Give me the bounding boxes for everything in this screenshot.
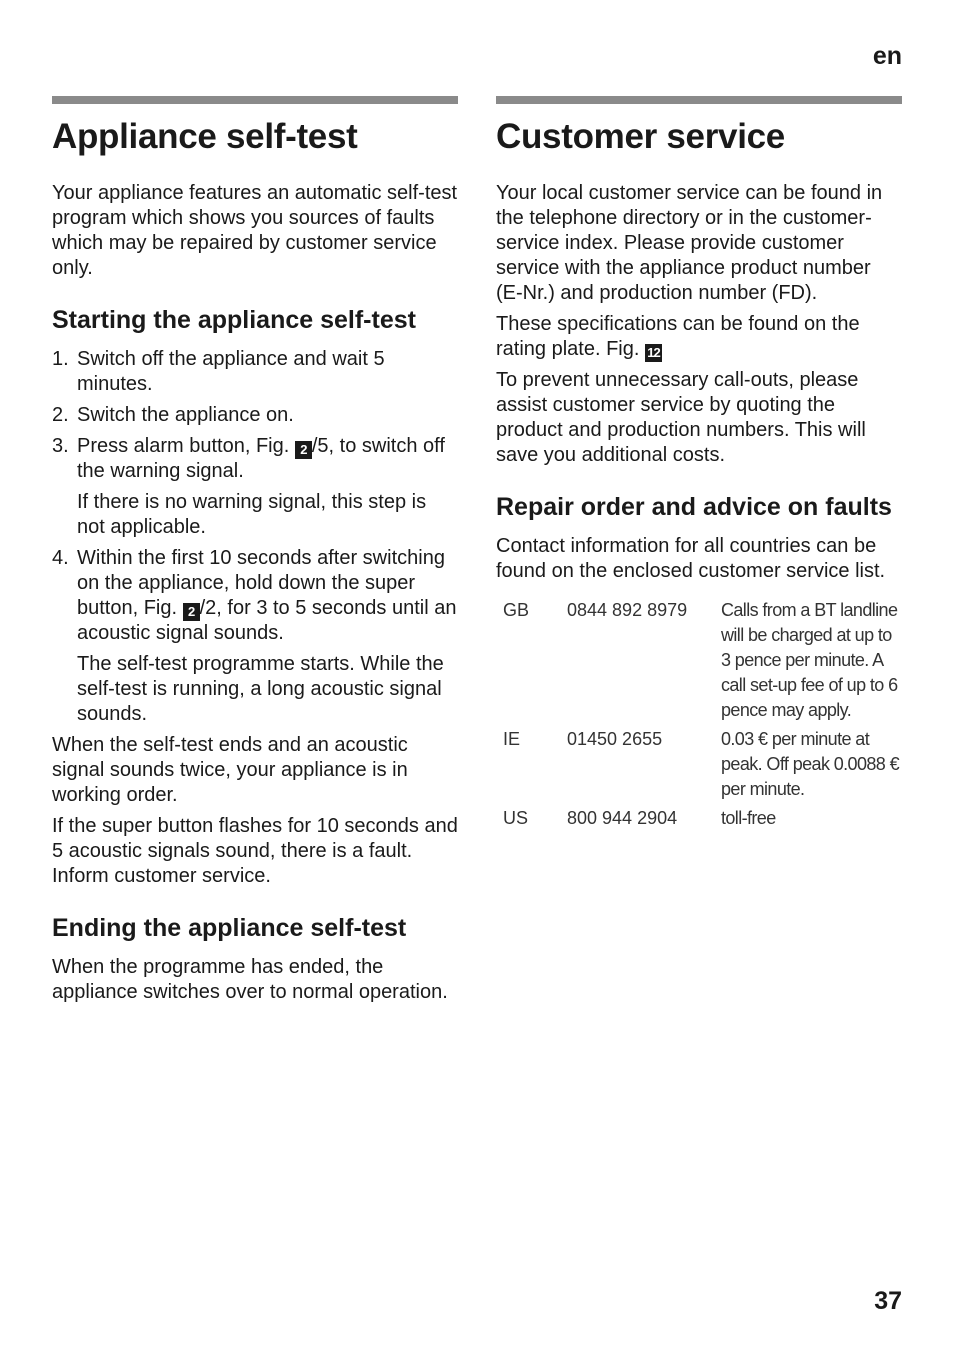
step-text: Switch the appliance on. (77, 403, 294, 426)
starting-heading: Starting the appliance self-test (52, 305, 416, 334)
step-2 (52, 403, 458, 428)
step-text-a: Press alarm button, Fig. (77, 434, 295, 457)
phone-number: 800 944 2904 (567, 807, 678, 828)
appliance-self-test-section (52, 96, 458, 1011)
step-1 (52, 347, 458, 397)
step-text-b: /5, to switch off the warning signal. (77, 434, 445, 482)
ending-paragraph: When the programme has ended, the appliance switches over to normal operation. (52, 955, 448, 1003)
phone-number: 01450 2655 (567, 728, 663, 749)
step-note: If there is no warning signal, this step is not applicable. (77, 490, 427, 538)
section-rule (496, 96, 902, 104)
steps-list (52, 347, 458, 727)
phone-number: 0844 892 8979 (567, 599, 688, 620)
step-text: Switch off the appliance and wait 5 minutes. (77, 347, 385, 395)
language-code: en (872, 42, 902, 70)
section-title: Customer service (496, 117, 785, 156)
step-number: 3. (52, 434, 69, 457)
step-text-a: Within the first 10 seconds after switching on the appliance, hold down the super button, Fig. (77, 546, 445, 619)
country-code: IE (503, 728, 521, 749)
step-number: 1. (52, 347, 69, 370)
service-contacts-table (496, 598, 902, 835)
step-3 (52, 434, 458, 540)
page-number: 37 (874, 1287, 902, 1315)
repair-paragraph: Contact information for all countries can be found on the enclosed customer service list. (496, 534, 886, 582)
figure-ref-icon: 2 (295, 441, 312, 459)
after-paragraph-1: When the self-test ends and an acoustic signal sounds twice, your appliance is in working order. (52, 733, 408, 806)
repair-heading: Repair order and advice on faults (496, 492, 892, 521)
country-code: US (503, 807, 529, 828)
service-paragraph-1: Your local customer service can be found in the telephone directory or in the customer-service index. Please provide customer service with the appliance product number (E-Nr.) and production number (FD). (496, 181, 883, 304)
after-paragraph-2: If the super button flashes for 10 seconds and 5 acoustic signals sound, there is a fault. Inform customer service. (52, 814, 458, 887)
customer-service-section (496, 96, 902, 835)
country-code: GB (503, 599, 530, 620)
figure-ref-icon: 2 (183, 603, 200, 621)
step-text-b: /2, for 3 to 5 seconds until an acoustic signal sounds. (77, 596, 457, 644)
figure-ref-icon: 12 (645, 344, 662, 362)
section-title: Appliance self-test (52, 117, 358, 156)
ending-heading: Ending the appliance self-test (52, 913, 407, 942)
section-rule (52, 96, 458, 104)
step-4 (52, 546, 458, 727)
service-paragraph-2-text: These specifications can be found on the rating plate. Fig. (496, 312, 860, 360)
call-info: toll-free (721, 807, 776, 828)
intro-paragraph: Your appliance features an automatic self-test program which shows you sources of faults which may be repaired by customer service only. (52, 181, 458, 279)
table-row (496, 806, 902, 835)
call-info: Calls from a BT landline will be charged at up to 3 pence per minute. A call set-up fee of up to 6 pence may apply. (721, 599, 898, 720)
step-note: The self-test programme starts. While the self-test is running, a long acoustic signal sounds. (77, 652, 444, 725)
step-number: 2. (52, 403, 69, 426)
call-info: 0.03 € per minute at peak. Off peak 0.0088 € per minute. (721, 728, 900, 799)
table-row (496, 727, 902, 806)
service-paragraph-2 (496, 312, 902, 362)
step-number: 4. (52, 546, 69, 569)
table-row (496, 598, 902, 727)
service-paragraph-3: To prevent unnecessary call-outs, please assist customer service by quoting the product and production numbers. This will save you additional costs. (496, 368, 866, 466)
